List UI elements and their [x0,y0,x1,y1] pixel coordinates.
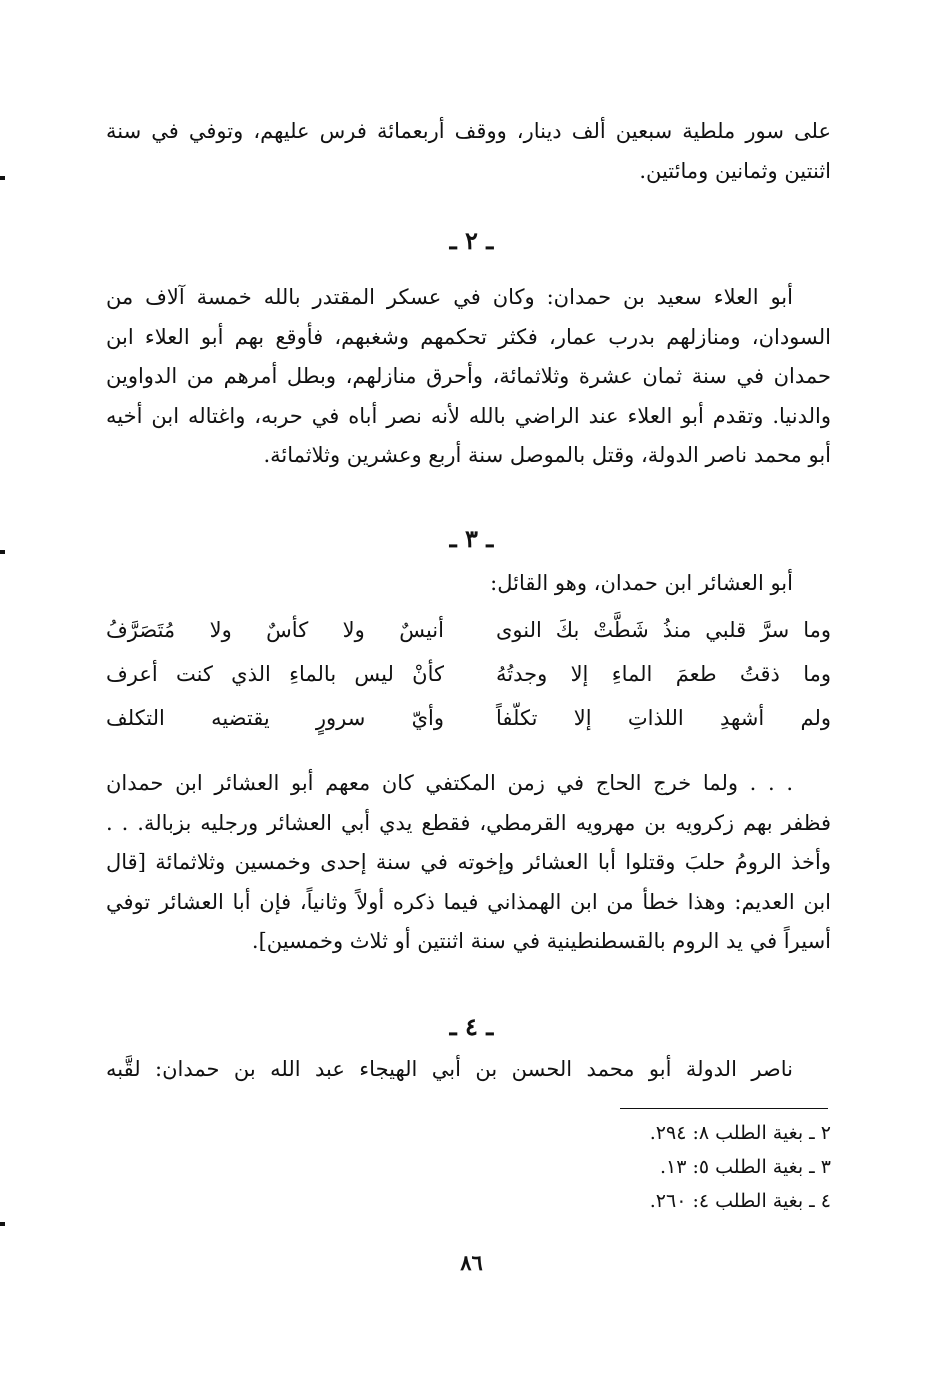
verse-first-hemistich: وما ذقتُ طعمَ الماءِ إلا وجدتُهُ [496,662,831,686]
section3-paragraph [106,764,831,962]
poem-verse [106,662,831,702]
text-line: أبو العلاء سعيد بن حمدان: وكان في عسكر المقتدر بالله خمسة آلاف من [106,285,793,309]
text-line: ابن العديم: وهذا خطأ من ابن الهمذاني فيما ذكره أولاً وثانياً، فإن أبا العشائر توفي [106,889,831,914]
text-line: والدنيا. وتقدم أبو العلاء عند الراضي بالله لأنه نصر أباه في حربه، واغتاله ابن أخيه [106,403,831,428]
text-line: أسيراً في يد الروم بالقسطنطينية في سنة اثنتين أو ثلاث وخمسين]. [251,929,831,953]
text-line: ناصر الدولة أبو محمد الحسن بن أبي الهيجاء عبد الله بن حمدان: لقَّبه [106,1057,793,1081]
poem-verse [106,618,831,658]
intro-line: أبو العشائر ابن حمدان، وهو القائل: [490,571,793,595]
poem-verse [106,706,831,746]
text-line: وأخذ الرومُ حلبَ وقتلوا أبا العشائر وإخوته في سنة إحدى وخمسين وثلاثمائة [قال [106,850,831,874]
text-line: أبو محمد ناصر الدولة، وقتل بالموصل سنة أربع وعشرين وثلاثمائة. [263,443,831,467]
verse-second-hemistich: وأيّ سرورٍ يقتضيه التكلف [106,706,444,730]
scan-edge-mark [0,1222,5,1226]
text-line: على سور ملطية سبعين ألف دينار، ووقف أربعمائة فرس عليهم، وتوفي في سنة [106,119,831,143]
section3-intro [106,564,831,604]
section-number: ـ ٤ ـ [449,1012,494,1041]
verse-second-hemistich: كأنْ ليس بالماءِ الذي كنت أعرف [106,662,444,686]
scan-edge-mark [0,176,5,180]
section2-paragraph [106,278,831,476]
footnote: ٤ ـ بغية الطلب ٤: ٢٦٠. [649,1190,831,1212]
text-line: حمدان في سنة ثمان عشرة وثلاثمائة، وأحرق منازلهم، وبطل أمرهم من الدواوين [106,364,831,388]
text-line: اثنتين وثمانين ومائتين. [639,158,831,183]
footnote: ٣ ـ بغية الطلب ٥: ١٣. [659,1156,831,1178]
verse-first-hemistich: وما سرَّ قلبي منذُ شَطَّتْ بكَ النوى [496,618,831,642]
verse-first-hemistich: ولم أشهدِ اللذاتِ إلا تكلّفاً [496,706,831,730]
page-number: ٨٦ [460,1250,483,1275]
footnote: ٢ ـ بغية الطلب ٨: ٢٩٤. [649,1122,831,1144]
section-number: ـ ٢ ـ [449,226,494,255]
footnote-divider [620,1108,828,1109]
text-line: . . . ولما خرج الحاج في زمن المكتفي كان معهم أبو العشائر ابن حمدان [106,771,793,795]
section1-paragraph [106,112,831,191]
section4-paragraph [106,1050,831,1090]
text-line: فظفر بهم زكرويه بن مهرويه القرمطي، فقطع يدي أبي العشائر ورجليه بزبالة. . . [106,810,831,835]
verse-second-hemistich: أنيسٌ ولا كأسٌ ولا مُتَصَرَّفُ [106,618,444,642]
text-line: السودان، ومنازلهم بدرب عمار، فكثر تحكمهم وشغبهم، فأوقع بهم أبو العلاء ابن [106,324,831,349]
section-number: ـ ٣ ـ [449,524,494,553]
scan-edge-mark [0,550,5,554]
